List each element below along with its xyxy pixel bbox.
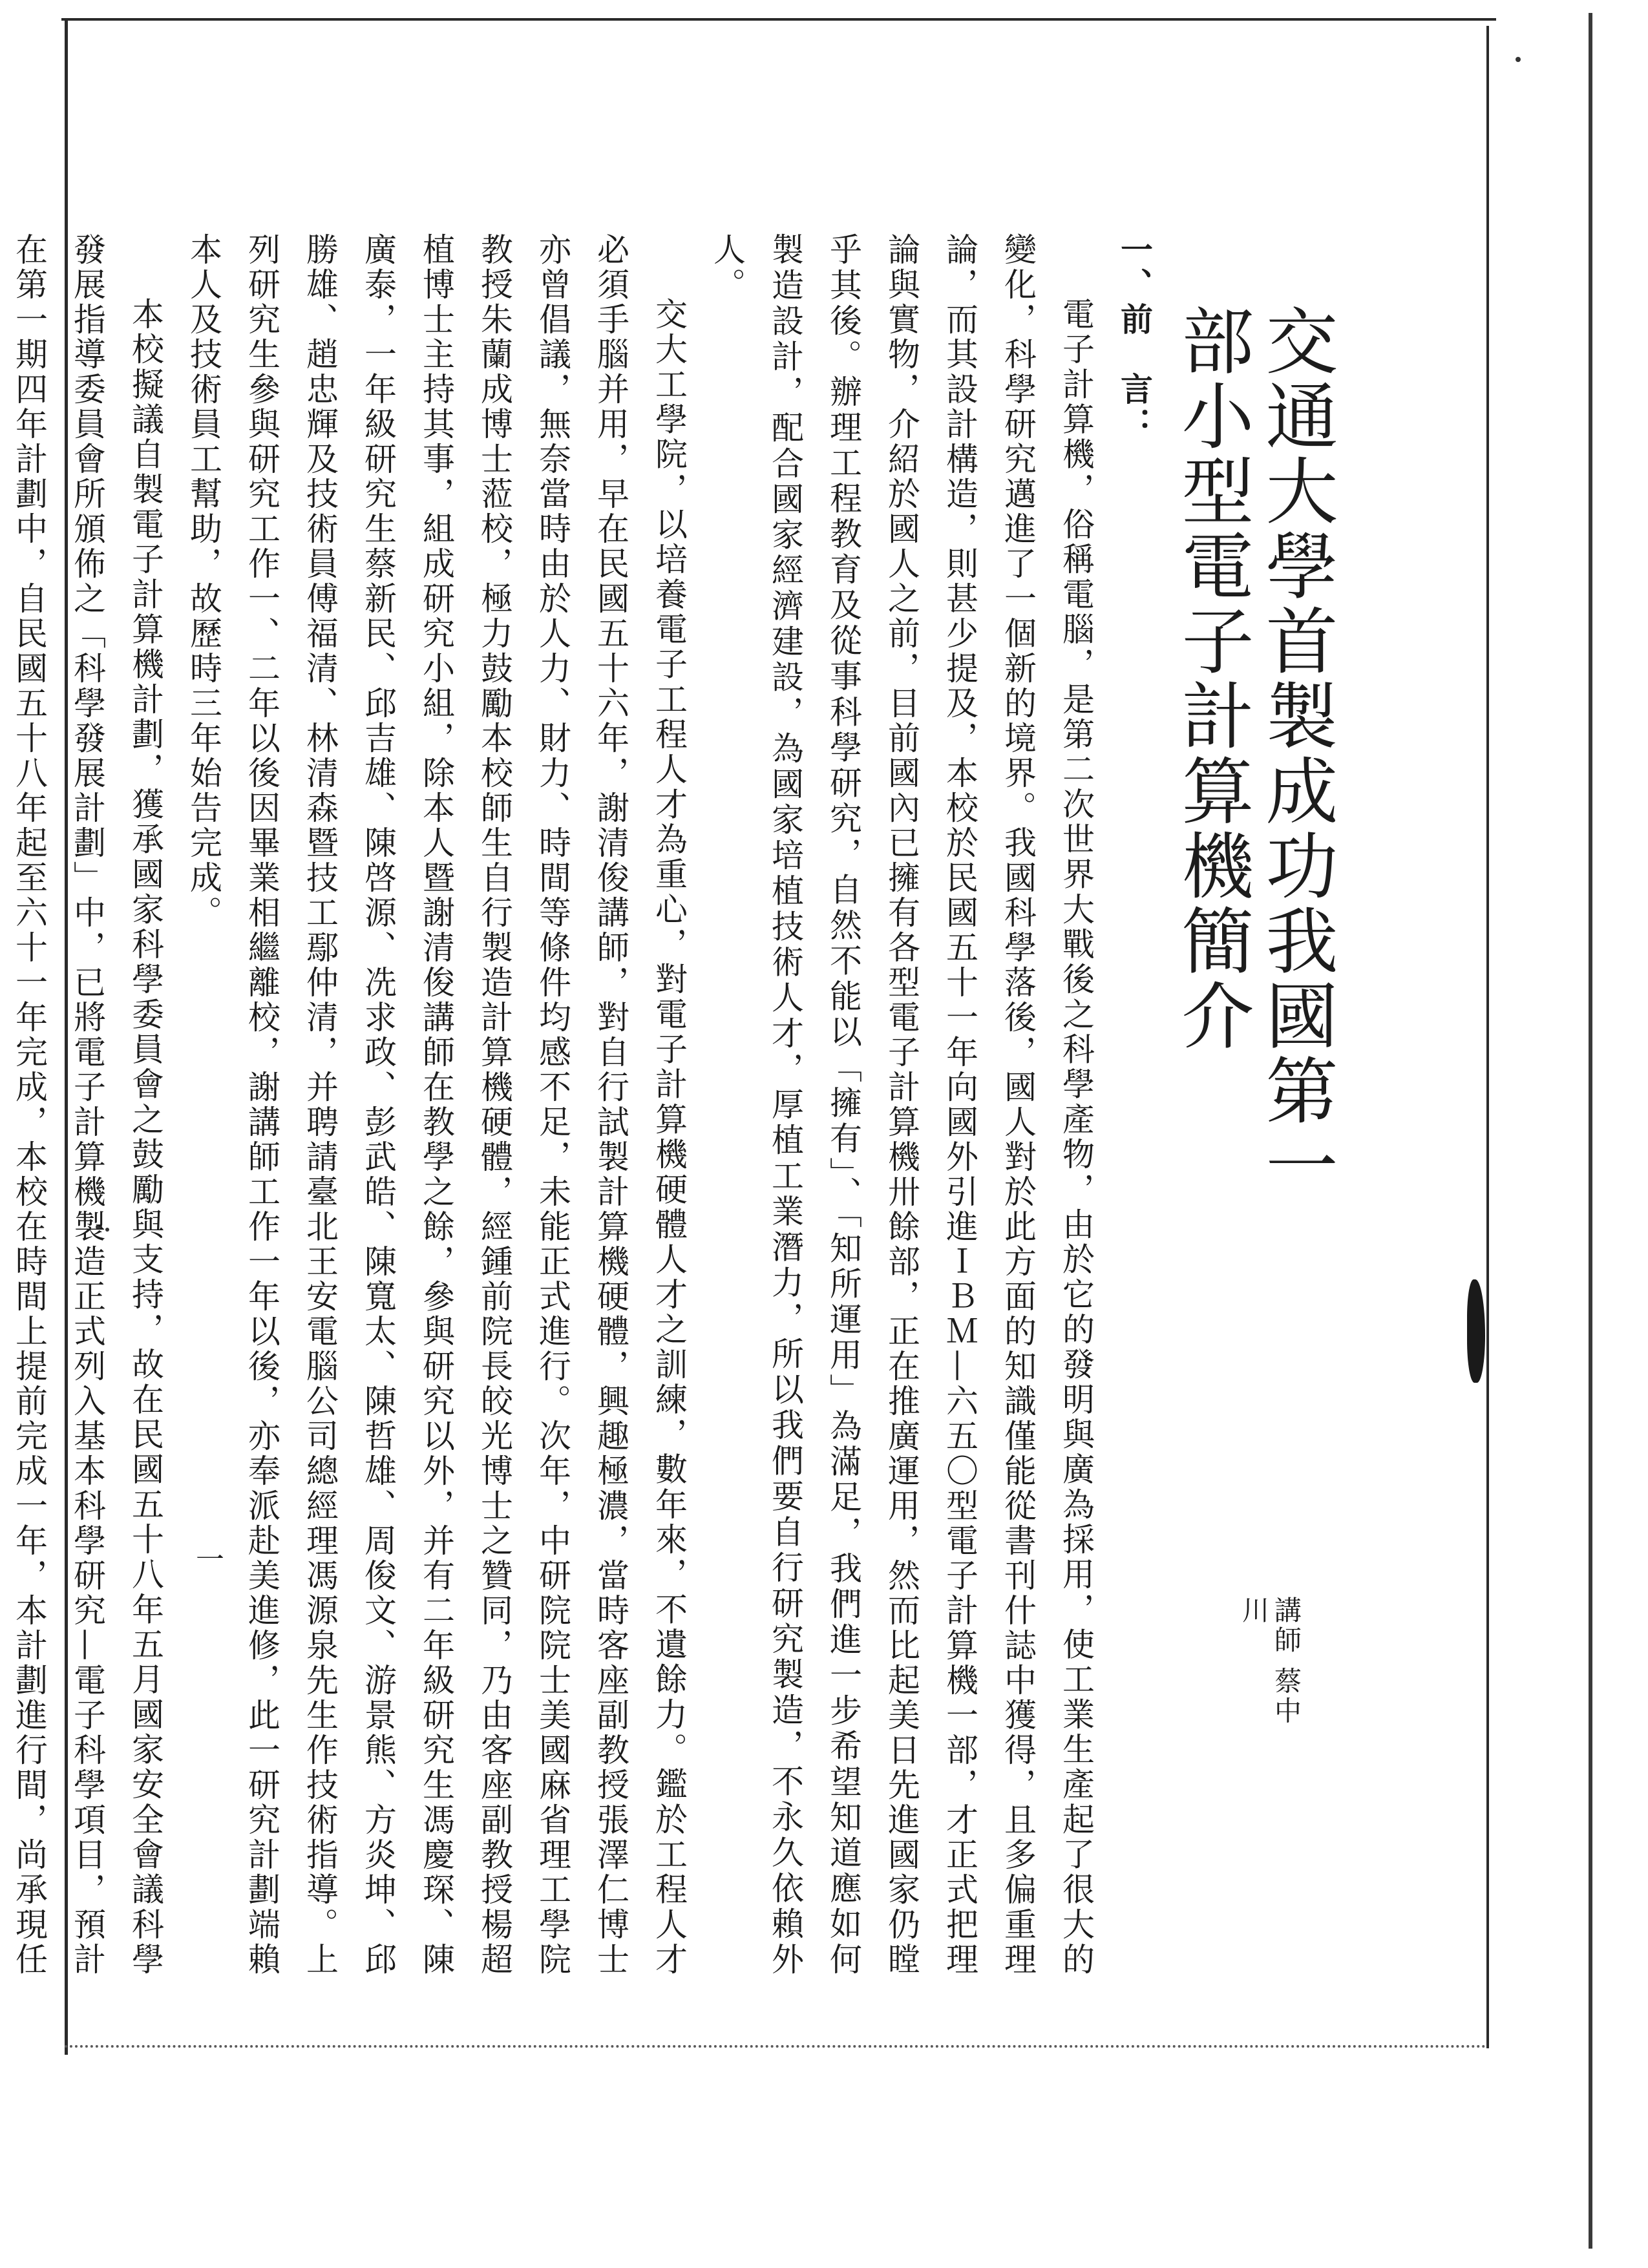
speck	[1516, 57, 1521, 62]
paragraph-2: 交大工學院，以培養電子工程人才為重心，對電子計算機硬體人才之訓練，數年來，不遺餘力。鑑於工程人才必須手腦并用，早在民國五十六年，謝清俊講師，對自行試製計算機硬體，興趣極濃，當時客座副教授張澤仁博士亦曾倡議，無奈當時由於人力、財力、時間等條件均感不足，未能正式進行。次年，中研院院士美國麻省理工學院教授朱蘭成博士蒞校，極力鼓勵本校師生自行製造計算機硬體，經鍾前院長皎光博士之贊同，乃由客座副教授楊超植博士主持其事，組成研究小組，除本人暨謝清俊講師在教學之餘，參與研究以外，并有二年級研究生馮慶琛、陳廣泰，一年級研究生蔡新民、邱吉雄、陳啓源、冼求政、彭武皓、陳寬太、陳哲雄、周俊文、游景熊、方炎坤、邱勝雄、趙忠輝及技術員傅福清、林清森暨技工鄢仲清，并聘請臺北王安電腦公司總經理馮源泉先生作技術指導。上列研究生參與研究工作一、二年以後因畢業相繼離校，謝講師工作一年以後，亦奉派赴美進修，此一研究計劃端賴本人及技術員工幫助，故歷時三年始告完成。	[185, 233, 688, 1977]
ink-stain	[1467, 1279, 1485, 1383]
page-border-right	[1486, 26, 1489, 2048]
page-border-top	[61, 18, 1496, 21]
paragraph-1: 電子計算機，俗稱電腦，是第二次世界大戰後之科學產物，由於它的發明與廣為採用，使工業生產起了很大的變化，科學研究邁進了一個新的境界。我國科學落後，國人對於此方面的知識僅能從書刊什誌中獲得，且多偏重理論，而其設計構造，則甚少提及，本校於民國五十一年向國外引進ＩＢＭ—六五〇型電子計算機一部，才正式把理論與實物，介紹於國人之前，目前國內已擁有各型電子計算機卅餘部，正在推廣運用，然而比起美日先進國家仍瞠乎其後。辦理工程教育及從事科學研究，自然不能以「擁有」、「知所運用」為滿足，我們進一步希望知道應如何製造設計，配合國家經濟建設，為國家培植技術人才，厚植工業潛力，所以我們要自行研究製造，不永久依賴外人。	[708, 233, 1095, 1977]
page-number: 一	[191, 1544, 224, 1573]
author-byline: 講師 蔡中川	[1238, 1596, 1302, 1727]
section-heading: 一、前 言：	[1115, 233, 1154, 442]
page-edge-right	[1589, 13, 1592, 2249]
article-body	[10, 233, 1163, 1977]
page-border-bottom	[65, 2045, 1486, 2048]
article-title: 交通大學首製成功我國第一部小型電子計算機簡介	[1170, 304, 1338, 1203]
paragraph-3: 本校擬議自製電子計算機計劃，獲承國家科學委員會之鼓勵與支持，故在民國五十八年五月國家安全會議科學發展指導委員會所頒佈之「科學發展計劃」中，已將電子計算機製造正式列入基本科學研究—電子科學項目，預計在第一期四年計劃中，自民國五十八年起至六十一年完成，本校在時間上提前完成一年，本計劃進行間，尚承現任	[10, 233, 164, 1977]
